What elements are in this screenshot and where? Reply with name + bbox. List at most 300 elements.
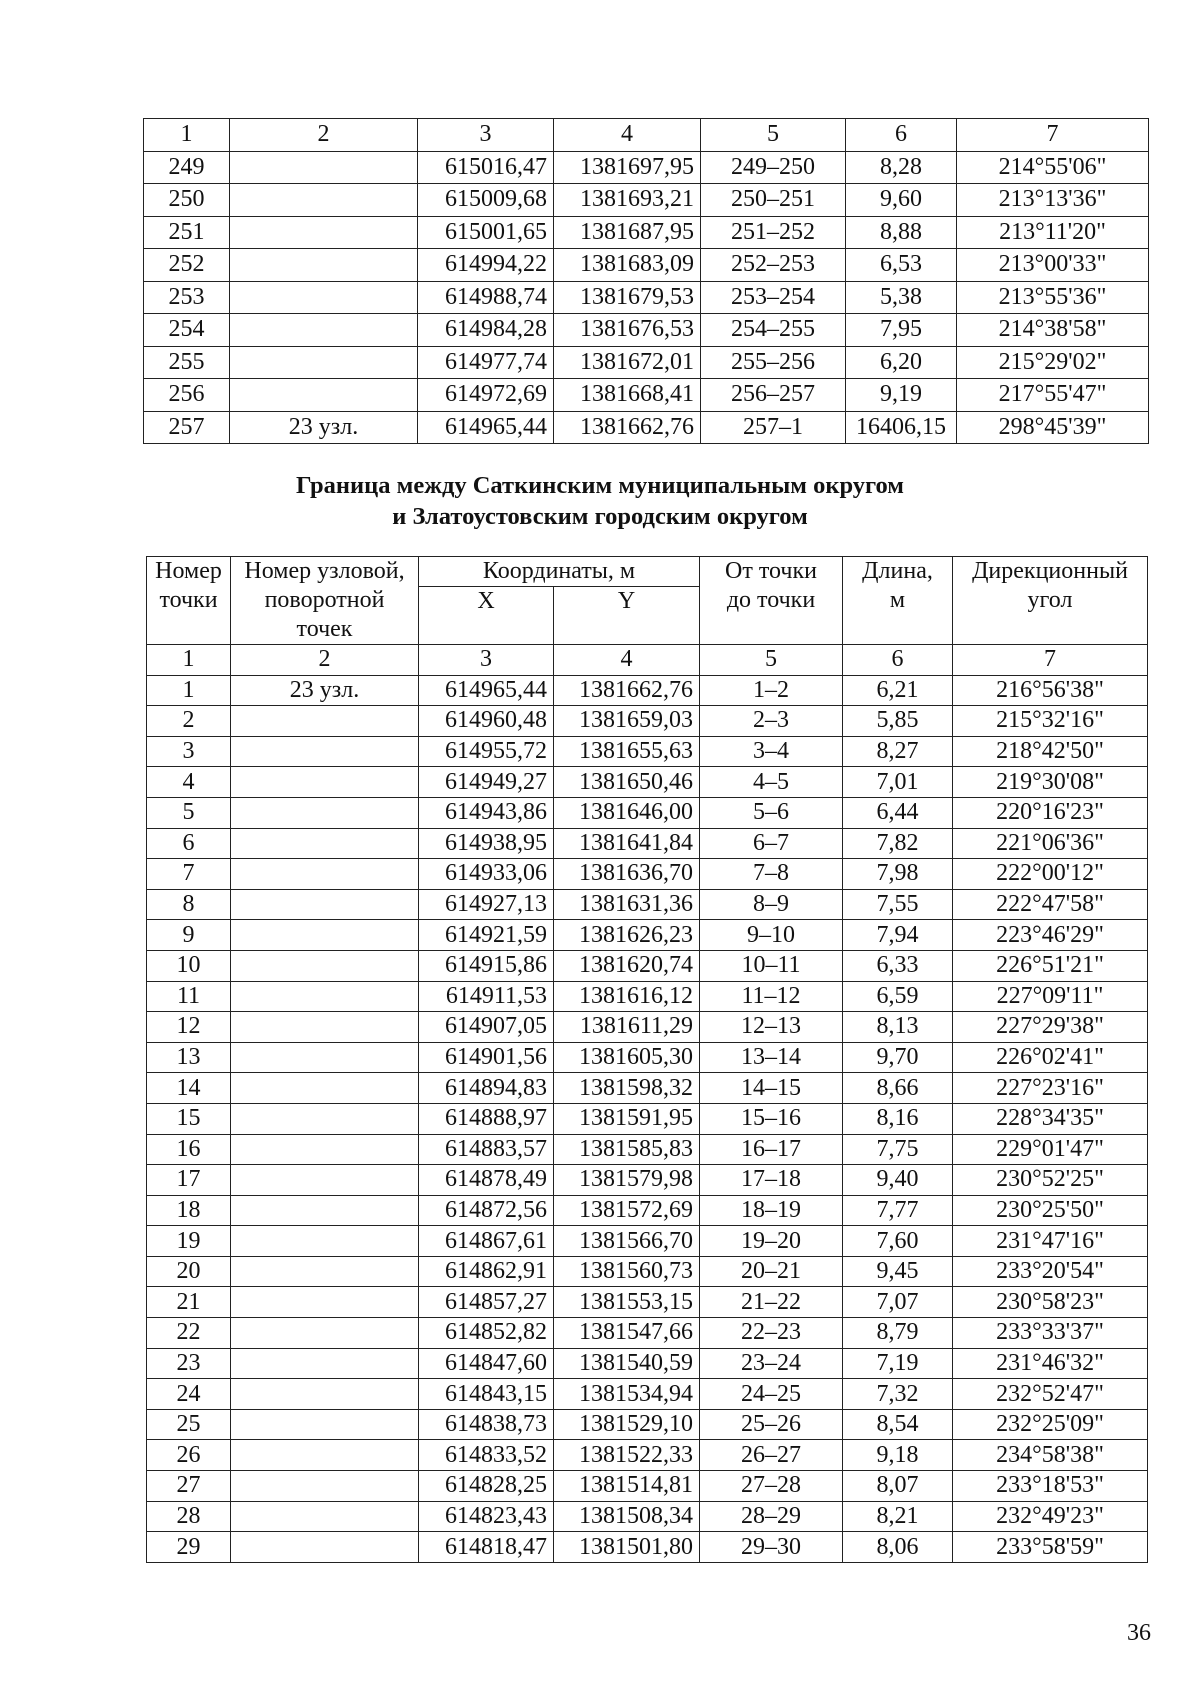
table-row (147, 767, 1148, 798)
table-cell: 215°32'16" (953, 706, 1148, 737)
table-cell: 16 (147, 1134, 231, 1165)
table-row (144, 184, 1149, 217)
table-cell: 29 (147, 1532, 231, 1563)
table-cell: 614977,74 (418, 346, 554, 379)
table-cell: 7,95 (846, 314, 957, 347)
table-cell (231, 1073, 419, 1104)
table-row (147, 1532, 1148, 1563)
table-cell: 19–20 (700, 1226, 843, 1257)
table-cell: 8,54 (843, 1409, 953, 1440)
table-row (147, 920, 1148, 951)
table-row (147, 736, 1148, 767)
table-cell: 255–256 (701, 346, 846, 379)
table-cell: 7,55 (843, 889, 953, 920)
table-cell: 1381659,03 (554, 706, 700, 737)
table-cell (231, 981, 419, 1012)
table-cell: 232°52'47" (953, 1379, 1148, 1410)
table-cell: 6,20 (846, 346, 957, 379)
table-cell: 614907,05 (419, 1012, 554, 1043)
column-number-row (147, 645, 1148, 676)
table-cell: 614943,86 (419, 797, 554, 828)
table-cell: 614823,43 (419, 1501, 554, 1532)
table-row (147, 675, 1148, 706)
table-cell (230, 216, 418, 249)
table-cell: 1381572,69 (554, 1195, 700, 1226)
table-cell: 4 (147, 767, 231, 798)
table-cell: 9,70 (843, 1042, 953, 1073)
table-cell: 213°00'33" (957, 249, 1149, 282)
table-cell: 214°38'58" (957, 314, 1149, 347)
table-cell: 7–8 (700, 859, 843, 890)
table-row (147, 889, 1148, 920)
table-cell: 12 (147, 1012, 231, 1043)
table-cell: 5–6 (700, 797, 843, 828)
table-row (147, 1440, 1148, 1471)
table-cell: 24–25 (700, 1379, 843, 1410)
table-cell: 1381611,29 (554, 1012, 700, 1043)
table-cell (231, 828, 419, 859)
table-cell: 8,16 (843, 1103, 953, 1134)
table-cell: 1381560,73 (554, 1256, 700, 1287)
table-cell: 614872,56 (419, 1195, 554, 1226)
table-cell: 214°55'06" (957, 151, 1149, 184)
table-cell: 1381626,23 (554, 920, 700, 951)
table-cell: 1381508,34 (554, 1501, 700, 1532)
table-cell: 14 (147, 1073, 231, 1104)
table-cell: 8,88 (846, 216, 957, 249)
header-x: X (419, 587, 554, 645)
table-cell: 230°58'23" (953, 1287, 1148, 1318)
table-row (147, 1256, 1148, 1287)
column-number-cell: 6 (846, 119, 957, 152)
table-row (144, 411, 1149, 444)
table-cell: 216°56'38" (953, 675, 1148, 706)
table-cell: 8,28 (846, 151, 957, 184)
table-cell: 1381534,94 (554, 1379, 700, 1410)
table-cell: 28 (147, 1501, 231, 1532)
table-cell (231, 1287, 419, 1318)
table-cell (231, 1012, 419, 1043)
table-cell (231, 767, 419, 798)
table-cell (231, 1256, 419, 1287)
table-cell: 2–3 (700, 706, 843, 737)
table-cell: 25–26 (700, 1409, 843, 1440)
table-cell (231, 1348, 419, 1379)
table-cell: 226°02'41" (953, 1042, 1148, 1073)
header-node-number: Номер узловой, поворотной точек (231, 557, 419, 645)
table-cell: 19 (147, 1226, 231, 1257)
table-cell: 614938,95 (419, 828, 554, 859)
table-cell (230, 281, 418, 314)
header-length: Длина, м (843, 557, 953, 645)
table-cell: 21–22 (700, 1287, 843, 1318)
table-cell: 614915,86 (419, 950, 554, 981)
table-cell: 615016,47 (418, 151, 554, 184)
table-cell: 253–254 (701, 281, 846, 314)
table-cell: 614921,59 (419, 920, 554, 951)
table-row (147, 981, 1148, 1012)
header-coordinates: Координаты, м (419, 557, 700, 587)
table-cell: 5,85 (843, 706, 953, 737)
table-cell: 254–255 (701, 314, 846, 347)
table-row (147, 1379, 1148, 1410)
table-cell: 22 (147, 1318, 231, 1349)
table-cell: 23 узл. (230, 411, 418, 444)
table-cell: 614927,13 (419, 889, 554, 920)
table-cell: 614933,06 (419, 859, 554, 890)
column-number-cell: 2 (230, 119, 418, 152)
table-cell: 614888,97 (419, 1103, 554, 1134)
table-row (144, 281, 1149, 314)
table-cell: 1381591,95 (554, 1103, 700, 1134)
table-cell: 1381553,15 (554, 1287, 700, 1318)
table-cell: 8,07 (843, 1471, 953, 1502)
table-cell: 614818,47 (419, 1532, 554, 1563)
table-cell: 614965,44 (419, 675, 554, 706)
table-row (144, 151, 1149, 184)
table-cell: 222°00'12" (953, 859, 1148, 890)
table-cell: 213°55'36" (957, 281, 1149, 314)
table-cell: 16–17 (700, 1134, 843, 1165)
table-cell: 6,53 (846, 249, 957, 282)
table-cell: 219°30'08" (953, 767, 1148, 798)
table-row (147, 950, 1148, 981)
table-cell: 220°16'23" (953, 797, 1148, 828)
table-cell: 227°29'38" (953, 1012, 1148, 1043)
table-cell: 9,19 (846, 379, 957, 412)
table-cell: 1381620,74 (554, 950, 700, 981)
table-cell (230, 379, 418, 412)
table-cell: 615009,68 (418, 184, 554, 217)
header-point-number: Номер точки (147, 557, 231, 645)
page-number: 36 (1127, 1620, 1151, 1646)
table-row (144, 379, 1149, 412)
table-cell (231, 1501, 419, 1532)
table-cell (231, 1134, 419, 1165)
table-cell: 7,32 (843, 1379, 953, 1410)
boundary-coordinates-table (146, 556, 1148, 1563)
table-cell (230, 346, 418, 379)
table-cell: 614838,73 (419, 1409, 554, 1440)
table-cell: 6,33 (843, 950, 953, 981)
table-cell: 7,07 (843, 1287, 953, 1318)
table-cell: 23 узл. (231, 675, 419, 706)
table-row (147, 1471, 1148, 1502)
table-cell: 17 (147, 1165, 231, 1196)
table-cell: 1381662,76 (554, 675, 700, 706)
table-row (147, 1165, 1148, 1196)
table-cell: 1–2 (700, 675, 843, 706)
table-cell: 7,82 (843, 828, 953, 859)
table-cell: 614862,91 (419, 1256, 554, 1287)
table-cell: 222°47'58" (953, 889, 1148, 920)
table-cell (231, 1103, 419, 1134)
table-row (147, 1226, 1148, 1257)
table-cell: 8,66 (843, 1073, 953, 1104)
table-cell: 6–7 (700, 828, 843, 859)
table-cell (231, 1532, 419, 1563)
table-cell: 229°01'47" (953, 1134, 1148, 1165)
table-cell: 234°58'38" (953, 1440, 1148, 1471)
table-cell (230, 184, 418, 217)
table-cell: 6 (147, 828, 231, 859)
table-row (147, 1195, 1148, 1226)
table-cell: 23 (147, 1348, 231, 1379)
table-cell (231, 736, 419, 767)
table-cell: 7,60 (843, 1226, 953, 1257)
table-cell: 298°45'39" (957, 411, 1149, 444)
table-cell: 614955,72 (419, 736, 554, 767)
table-cell (231, 1379, 419, 1410)
table-cell: 7,19 (843, 1348, 953, 1379)
table-cell: 227°23'16" (953, 1073, 1148, 1104)
table-cell: 18–19 (700, 1195, 843, 1226)
table-cell (230, 249, 418, 282)
table-cell (231, 1471, 419, 1502)
table-cell: 614883,57 (419, 1134, 554, 1165)
table-cell: 230°52'25" (953, 1165, 1148, 1196)
table-cell: 17–18 (700, 1165, 843, 1196)
table-cell: 250 (144, 184, 230, 217)
table-cell (230, 314, 418, 347)
table-cell: 1381540,59 (554, 1348, 700, 1379)
table-cell: 4–5 (700, 767, 843, 798)
table-cell: 218°42'50" (953, 736, 1148, 767)
table-cell: 233°20'54" (953, 1256, 1148, 1287)
table-cell: 252 (144, 249, 230, 282)
table-cell (231, 950, 419, 981)
table-cell: 7 (147, 859, 231, 890)
table-cell: 18 (147, 1195, 231, 1226)
column-number-row (144, 119, 1149, 152)
table-cell: 1381672,01 (554, 346, 701, 379)
table-cell: 8 (147, 889, 231, 920)
table-row (147, 1103, 1148, 1134)
table-cell: 8,21 (843, 1501, 953, 1532)
table-cell: 1381598,32 (554, 1073, 700, 1104)
table-cell: 614911,53 (419, 981, 554, 1012)
table-cell: 1381585,83 (554, 1134, 700, 1165)
table-cell: 24 (147, 1379, 231, 1410)
table-cell: 6,21 (843, 675, 953, 706)
table-cell: 1381676,53 (554, 314, 701, 347)
table-cell: 232°49'23" (953, 1501, 1148, 1532)
table-cell: 12–13 (700, 1012, 843, 1043)
section-title-line1: Граница между Саткинским муниципальным округом (295, 472, 904, 499)
table-cell (231, 1318, 419, 1349)
table-cell: 7,77 (843, 1195, 953, 1226)
table-cell: 1381514,81 (554, 1471, 700, 1502)
table-row (144, 249, 1149, 282)
table-cell: 20 (147, 1256, 231, 1287)
table-cell (231, 1226, 419, 1257)
table-cell: 250–251 (701, 184, 846, 217)
table-cell: 233°33'37" (953, 1318, 1148, 1349)
table-cell: 11 (147, 981, 231, 1012)
table-cell: 1381693,21 (554, 184, 701, 217)
table-cell: 614833,52 (419, 1440, 554, 1471)
table-cell: 1381641,84 (554, 828, 700, 859)
table-cell: 231°46'32" (953, 1348, 1148, 1379)
table-cell: 14–15 (700, 1073, 843, 1104)
table-cell: 27 (147, 1471, 231, 1502)
section-title-line2: и Златоустовским городским округом (392, 503, 808, 530)
table-cell: 614867,61 (419, 1226, 554, 1257)
table-cell: 614949,27 (419, 767, 554, 798)
column-number-cell: 4 (554, 119, 701, 152)
table-cell: 614984,28 (418, 314, 554, 347)
table-cell: 230°25'50" (953, 1195, 1148, 1226)
table-cell (231, 889, 419, 920)
table-cell: 232°25'09" (953, 1409, 1148, 1440)
table-cell: 1381662,76 (554, 411, 701, 444)
table-cell: 1381547,66 (554, 1318, 700, 1349)
table-cell: 9–10 (700, 920, 843, 951)
table-cell: 614894,83 (419, 1073, 554, 1104)
table-cell: 227°09'11" (953, 981, 1148, 1012)
table-row (147, 1318, 1148, 1349)
table-cell: 614828,25 (419, 1471, 554, 1502)
column-number-cell: 1 (144, 119, 230, 152)
table-cell: 614960,48 (419, 706, 554, 737)
table-cell: 251–252 (701, 216, 846, 249)
table-cell: 25 (147, 1409, 231, 1440)
table-cell: 7,98 (843, 859, 953, 890)
table-cell: 2 (147, 706, 231, 737)
table-cell: 26 (147, 1440, 231, 1471)
column-number-cell: 5 (701, 119, 846, 152)
table-cell: 1381631,36 (554, 889, 700, 920)
table-cell: 256–257 (701, 379, 846, 412)
table-cell: 3 (147, 736, 231, 767)
table-cell (231, 706, 419, 737)
table-cell: 9,45 (843, 1256, 953, 1287)
table-cell: 1381501,80 (554, 1532, 700, 1563)
column-number-cell: 7 (957, 119, 1149, 152)
table-cell: 1381697,95 (554, 151, 701, 184)
table-cell: 7,01 (843, 767, 953, 798)
table-cell: 6,44 (843, 797, 953, 828)
table-cell (230, 151, 418, 184)
header-from-to: От точки до точки (700, 557, 843, 645)
table-cell: 9,18 (843, 1440, 953, 1471)
table-cell: 8,13 (843, 1012, 953, 1043)
header-direction-angle: Дирекционный угол (953, 557, 1148, 645)
table-cell: 256 (144, 379, 230, 412)
table-cell: 9,60 (846, 184, 957, 217)
table-row (144, 314, 1149, 347)
header-y: Y (554, 587, 700, 645)
table-cell: 15–16 (700, 1103, 843, 1134)
table-cell: 614972,69 (418, 379, 554, 412)
table-cell: 249–250 (701, 151, 846, 184)
table-cell: 253 (144, 281, 230, 314)
table-cell: 1381522,33 (554, 1440, 700, 1471)
table-cell: 614988,74 (418, 281, 554, 314)
table-cell: 1381646,00 (554, 797, 700, 828)
table-cell: 26–27 (700, 1440, 843, 1471)
table-cell: 1381529,10 (554, 1409, 700, 1440)
table-cell: 6,59 (843, 981, 953, 1012)
table-cell: 614901,56 (419, 1042, 554, 1073)
table-cell: 13 (147, 1042, 231, 1073)
column-number-cell: 6 (843, 645, 953, 676)
table-cell: 21 (147, 1287, 231, 1318)
table-cell: 223°46'29" (953, 920, 1148, 951)
table-cell: 221°06'36" (953, 828, 1148, 859)
column-number-cell: 7 (953, 645, 1148, 676)
table-cell: 1381650,46 (554, 767, 700, 798)
table-cell: 614878,49 (419, 1165, 554, 1196)
table-cell: 10–11 (700, 950, 843, 981)
table-cell (231, 1195, 419, 1226)
table-cell (231, 859, 419, 890)
table-row (147, 1409, 1148, 1440)
table-cell: 231°47'16" (953, 1226, 1148, 1257)
table-cell: 614994,22 (418, 249, 554, 282)
table-cell: 614965,44 (418, 411, 554, 444)
table-row (147, 859, 1148, 890)
table-cell (231, 1409, 419, 1440)
table-cell: 7,94 (843, 920, 953, 951)
table-cell: 213°11'20" (957, 216, 1149, 249)
table-cell (231, 1165, 419, 1196)
table-cell: 13–14 (700, 1042, 843, 1073)
table-cell: 254 (144, 314, 230, 347)
table-cell: 1 (147, 675, 231, 706)
table-cell: 1381636,70 (554, 859, 700, 890)
table-cell: 5,38 (846, 281, 957, 314)
column-number-cell: 3 (419, 645, 554, 676)
table-cell: 213°13'36" (957, 184, 1149, 217)
table-cell: 8,27 (843, 736, 953, 767)
column-number-cell: 3 (418, 119, 554, 152)
table-cell: 215°29'02" (957, 346, 1149, 379)
table-cell: 15 (147, 1103, 231, 1134)
table-row (147, 797, 1148, 828)
table-cell: 9,40 (843, 1165, 953, 1196)
table-cell: 614857,27 (419, 1287, 554, 1318)
table-cell: 252–253 (701, 249, 846, 282)
table-cell: 249 (144, 151, 230, 184)
table-cell: 9 (147, 920, 231, 951)
table-cell: 20–21 (700, 1256, 843, 1287)
table-cell: 3–4 (700, 736, 843, 767)
table-cell (231, 797, 419, 828)
table-cell: 1381683,09 (554, 249, 701, 282)
column-number-cell: 1 (147, 645, 231, 676)
table-cell: 29–30 (700, 1532, 843, 1563)
table-cell (231, 920, 419, 951)
table-cell: 614847,60 (419, 1348, 554, 1379)
table-cell: 1381679,53 (554, 281, 701, 314)
table-cell: 22–23 (700, 1318, 843, 1349)
table-cell: 233°18'53" (953, 1471, 1148, 1502)
table-cell: 1381579,98 (554, 1165, 700, 1196)
table-cell: 615001,65 (418, 216, 554, 249)
table-cell: 1381668,41 (554, 379, 701, 412)
table-cell: 1381566,70 (554, 1226, 700, 1257)
table-row (147, 1287, 1148, 1318)
table-row (144, 216, 1149, 249)
table-row (147, 828, 1148, 859)
table-cell: 11–12 (700, 981, 843, 1012)
table-cell: 27–28 (700, 1471, 843, 1502)
table-row (147, 706, 1148, 737)
table-cell: 28–29 (700, 1501, 843, 1532)
column-number-cell: 4 (554, 645, 700, 676)
table-cell: 23–24 (700, 1348, 843, 1379)
